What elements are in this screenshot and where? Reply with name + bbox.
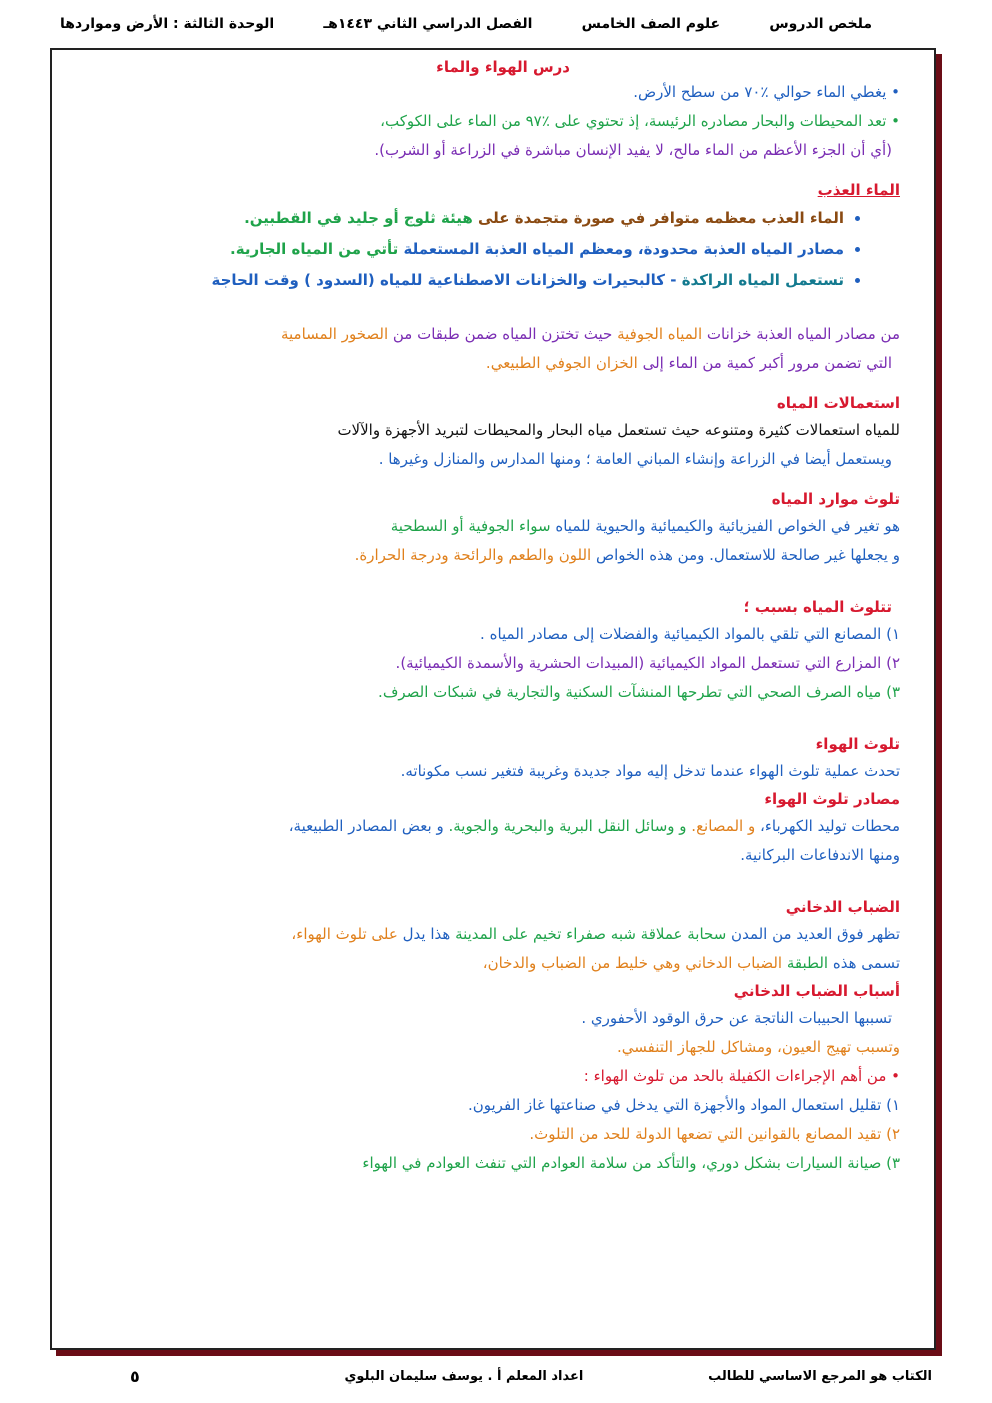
water-uses-heading: استعمالات المياه — [776, 394, 900, 412]
footer-book-note: الكتاب هو المرجع الاساسي للطالب — [708, 1368, 932, 1384]
page-footer — [60, 1364, 932, 1388]
air-sources-line-1: محطات توليد الكهرباء، و المصانع. و وسائل النقل البرية والبحرية والجوية. و بعض المصادر الطبيعية، — [288, 817, 900, 835]
intro-line-1: • يغطي الماء حوالي ٪٧٠ من سطح الأرض. — [633, 83, 900, 101]
measure-item: ٢) تقيد المصانع بالقوانين التي تضعها الدولة للحد من التلوث. — [529, 1125, 900, 1143]
water-pollution-heading: تلوث موارد المياه — [771, 490, 900, 508]
pollution-causes-heading: تتلوث المياه بسبب ؛ — [743, 598, 892, 616]
smog-line-2: تسمى هذه الطبقة الضباب الدخاني وهي خليط من الضباب والدخان، — [482, 954, 900, 972]
groundwater-line-1: من مصادر المياه العذبة خزانات المياه الجوفية حيث تختزن المياه ضمن طبقات من الصخور المسامية — [280, 325, 900, 343]
header-term: الفصل الدراسي الثاني ١٤٤٣هـ — [323, 16, 533, 32]
water-pollution-line-2: و يجعلها غير صالحة للاستعمال. ومن هذه الخواص اللون والطعم والرائحة ودرجة الحرارة. — [354, 546, 900, 564]
fresh-water-item: • الماء العذب معظمه متوافر في صورة متجمدة على هيئة ثلوج أو جليد في القطبين. — [58, 203, 844, 234]
measure-item: ١) تقليل استعمال المواد والأجهزة التي يدخل في صناعتها غاز الفريون. — [467, 1096, 900, 1114]
pollution-cause-item: ١) المصانع التي تلقي بالمواد الكيميائية والفضلات إلى مصادر المياه . — [480, 625, 900, 643]
fresh-water-list — [58, 203, 900, 296]
measures-title: • من أهم الإجراءات الكفيلة بالحد من تلوث الهواء : — [583, 1067, 900, 1085]
header-unit: الوحدة الثالثة : الأرض ومواردها — [60, 16, 275, 32]
page-header — [60, 10, 872, 38]
header-subject: علوم الصف الخامس — [581, 16, 721, 32]
air-sources-line-2: ومنها الاندفاعات البركانية. — [740, 846, 900, 864]
air-sources-heading: مصادر تلوث الهواء — [764, 790, 900, 808]
header-summary: ملخص الدروس — [769, 16, 872, 32]
smog-line-1: تظهر فوق العديد من المدن سحابة عملاقة شبه صفراء تخيم على المدينة هذا يدل على تلوث الهواء، — [291, 925, 900, 943]
fresh-water-item: • تستعمل المياه الراكدة - كالبحيرات والخزانات الاصطناعية للمياه (السدود ) وقت الحاجة — [58, 265, 844, 296]
lesson-title: درس الهواء والماء — [436, 58, 570, 76]
smog-cause-line-2: وتسبب تهيج العيون، ومشاكل للجهاز التنفسي. — [616, 1038, 900, 1056]
fresh-water-heading: الماء العذب — [817, 181, 900, 199]
footer-prepared-by: اعداد المعلم أ . يوسف سليمان البلوي — [344, 1368, 584, 1384]
smog-cause-line-1: تسببها الحبيبات الناتجة عن حرق الوقود الأحفوري . — [581, 1009, 892, 1027]
water-uses-line-1: للمياه استعمالات كثيرة ومتنوعه حيث تستعمل مياه البحار والمحيطات لتبريد الأجهزة والآلات — [337, 421, 900, 439]
page-number: ٥ — [130, 1366, 140, 1386]
smog-heading: الضباب الدخاني — [785, 898, 900, 916]
pollution-cause-item: ٢) المزارع التي تستعمل المواد الكيميائية (المبيدات الحشرية والأسمدة الكيميائية). — [395, 654, 900, 672]
water-pollution-line-1: هو تغير في الخواص الفيزيائية والكيميائية والحيوية للمياه سواء الجوفية أو السطحية — [390, 517, 900, 535]
smog-causes-heading: أسباب الضباب الدخاني — [733, 982, 900, 1000]
intro-line-3: (أي أن الجزء الأعظم من الماء مالح، لا يفيد الإنسان مباشرة في الزراعة أو الشرب). — [374, 141, 892, 159]
page-content — [58, 56, 900, 1178]
intro-line-2: • تعد المحيطات والبحار مصادره الرئيسة، إذ تحتوي على ٪٩٧ من الماء على الكوكب، — [380, 112, 900, 130]
water-uses-line-2: ويستعمل أيضا في الزراعة وإنشاء المباني العامة ؛ ومنها المدارس والمنازل وغيرها . — [378, 450, 892, 468]
air-pollution-line: تحدث عملية تلوث الهواء عندما تدخل إليه مواد جديدة وغريبة فتغير نسب مكوناته. — [400, 762, 900, 780]
measure-item: ٣) صيانة السيارات بشكل دوري، والتأكد من سلامة العوادم التي تنفث العوادم في الهواء — [362, 1154, 900, 1172]
groundwater-line-2: التي تضمن مرور أكبر كمية من الماء إلى الخزان الجوفي الطبيعي. — [485, 354, 892, 372]
pollution-cause-item: ٣) مياه الصرف الصحي التي تطرحها المنشآت السكنية والتجارية في شبكات الصرف. — [378, 683, 900, 701]
air-pollution-heading: تلوث الهواء — [815, 735, 900, 753]
fresh-water-item: • مصادر المياه العذبة محدودة، ومعظم المياه العذبة المستعملة تأتي من المياه الجارية. — [58, 234, 844, 265]
